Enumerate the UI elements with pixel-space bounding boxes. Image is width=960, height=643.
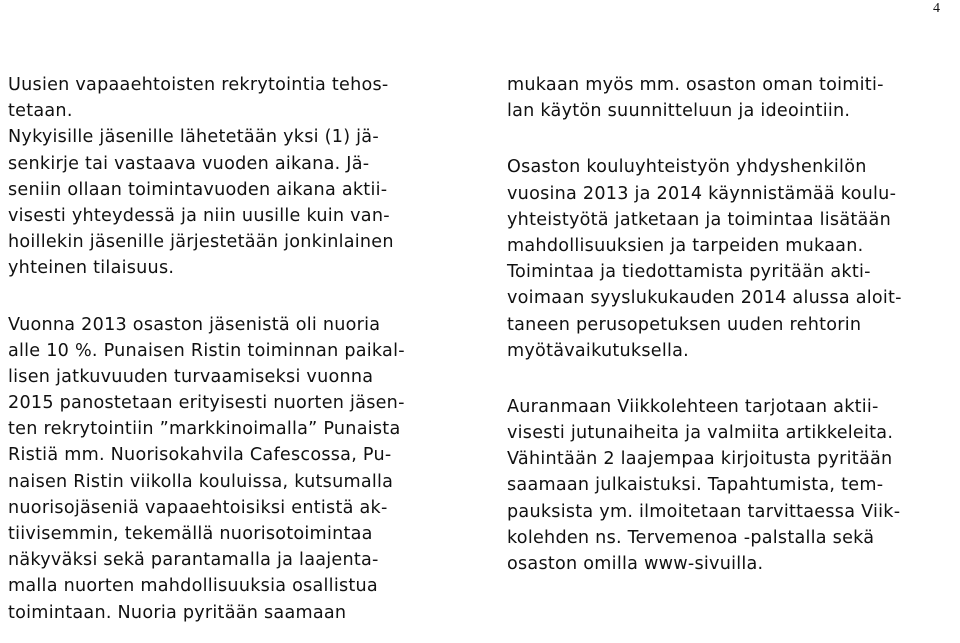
text-line: Osaston kouluyhteistyön yhdyshenkilön — [507, 157, 867, 178]
text-line: malla nuorten mahdollisuuksia osallistua — [8, 576, 378, 597]
paragraph-gap — [507, 124, 957, 154]
paragraph-continuation — [507, 72, 957, 124]
text-line: mahdollisuuksien ja tarpeiden mukaan. — [507, 235, 864, 256]
paragraph-gap — [8, 282, 468, 312]
text-line: lisen jatkuvuuden turvaamiseksi vuonna — [8, 366, 374, 387]
page-number: 4 — [933, 1, 940, 16]
paragraph-school-cooperation — [507, 154, 957, 364]
text-line: taneen perusopetuksen uuden rehtorin — [507, 314, 862, 335]
right-column — [507, 72, 957, 577]
text-line: 2015 panostetaan erityisesti nuorten jäsen- — [8, 393, 405, 414]
text-line: tetaan. — [8, 101, 73, 122]
text-line: myötävaikutuksella. — [507, 340, 690, 361]
text-line: nuorisojäseniä vapaaehtoisiksi entistä ak- — [8, 497, 388, 518]
text-line: osaston omilla www-sivuilla. — [507, 554, 764, 574]
paragraph-gap — [507, 364, 957, 394]
text-line: näkyväksi sekä parantamalla ja laajenta- — [8, 550, 379, 571]
text-line: visesti yhteydessä ja niin uusille kuin van- — [8, 205, 390, 226]
text-line: mukaan myös mm. osaston oman toimiti- — [507, 75, 884, 95]
text-line: naisen Ristin viikolla kouluissa, kutsumalla — [8, 471, 394, 492]
text-line: visesti jutunaiheita ja valmiita artikkeleita. — [507, 423, 894, 444]
text-line: seniin ollaan toimintavuoden aikana aktii- — [8, 179, 388, 200]
text-line: Uusien vapaaehtoisten rekrytointia tehos- — [8, 75, 389, 95]
text-line: lan käytön suunnitteluun ja ideointiin. — [507, 101, 851, 122]
text-line: Ristiä mm. Nuorisokahvila Cafescossa, Pu- — [8, 445, 392, 466]
text-line: tiivisemmin, tekemällä nuorisotoimintaa — [8, 524, 373, 544]
text-line: yhteinen tilaisuus. — [8, 258, 175, 279]
text-line: Vuonna 2013 osaston jäsenistä oli nuoria — [8, 314, 381, 335]
text-line: ten rekrytointiin ”markkinoimalla” Punaista — [8, 419, 401, 440]
text-line: senkirje tai vastaava vuoden aikana. Jä- — [8, 153, 370, 174]
text-line: saamaan julkaistuksi. Tapahtumista, tem- — [507, 475, 884, 496]
text-line: vuosina 2013 ja 2014 käynnistämää koulu- — [507, 183, 897, 204]
text-line: toimintaan. Nuoria pyritään saamaan — [8, 602, 347, 623]
paragraph-recruitment — [8, 72, 468, 282]
text-line: Toimintaa ja tiedottamista pyritään akti- — [507, 262, 871, 283]
text-line: kolehden ns. Tervemenoa -palstalla sekä — [507, 527, 875, 548]
left-column — [8, 72, 468, 626]
text-line: Auranmaan Viikkolehteen tarjotaan aktii- — [507, 396, 879, 417]
paragraph-local-newspaper — [507, 394, 957, 577]
paragraph-youth-members — [8, 312, 468, 626]
text-line: Nykyisille jäsenille lähetetään yksi (1) jä- — [8, 127, 379, 148]
text-line: pauksista ym. ilmoitetaan tarvittaessa Viik- — [507, 501, 901, 522]
text-line: Vähintään 2 laajempaa kirjoitusta pyritään — [507, 449, 893, 470]
text-line: yhteistyötä jatketaan ja toimintaa lisätään — [507, 209, 891, 230]
text-line: voimaan syyslukukauden 2014 alussa aloit- — [507, 288, 902, 309]
text-line: hoillekin jäsenille järjestetään jonkinlainen — [8, 232, 394, 253]
text-line: alle 10 %. Punaisen Ristin toiminnan paikal- — [8, 340, 405, 361]
